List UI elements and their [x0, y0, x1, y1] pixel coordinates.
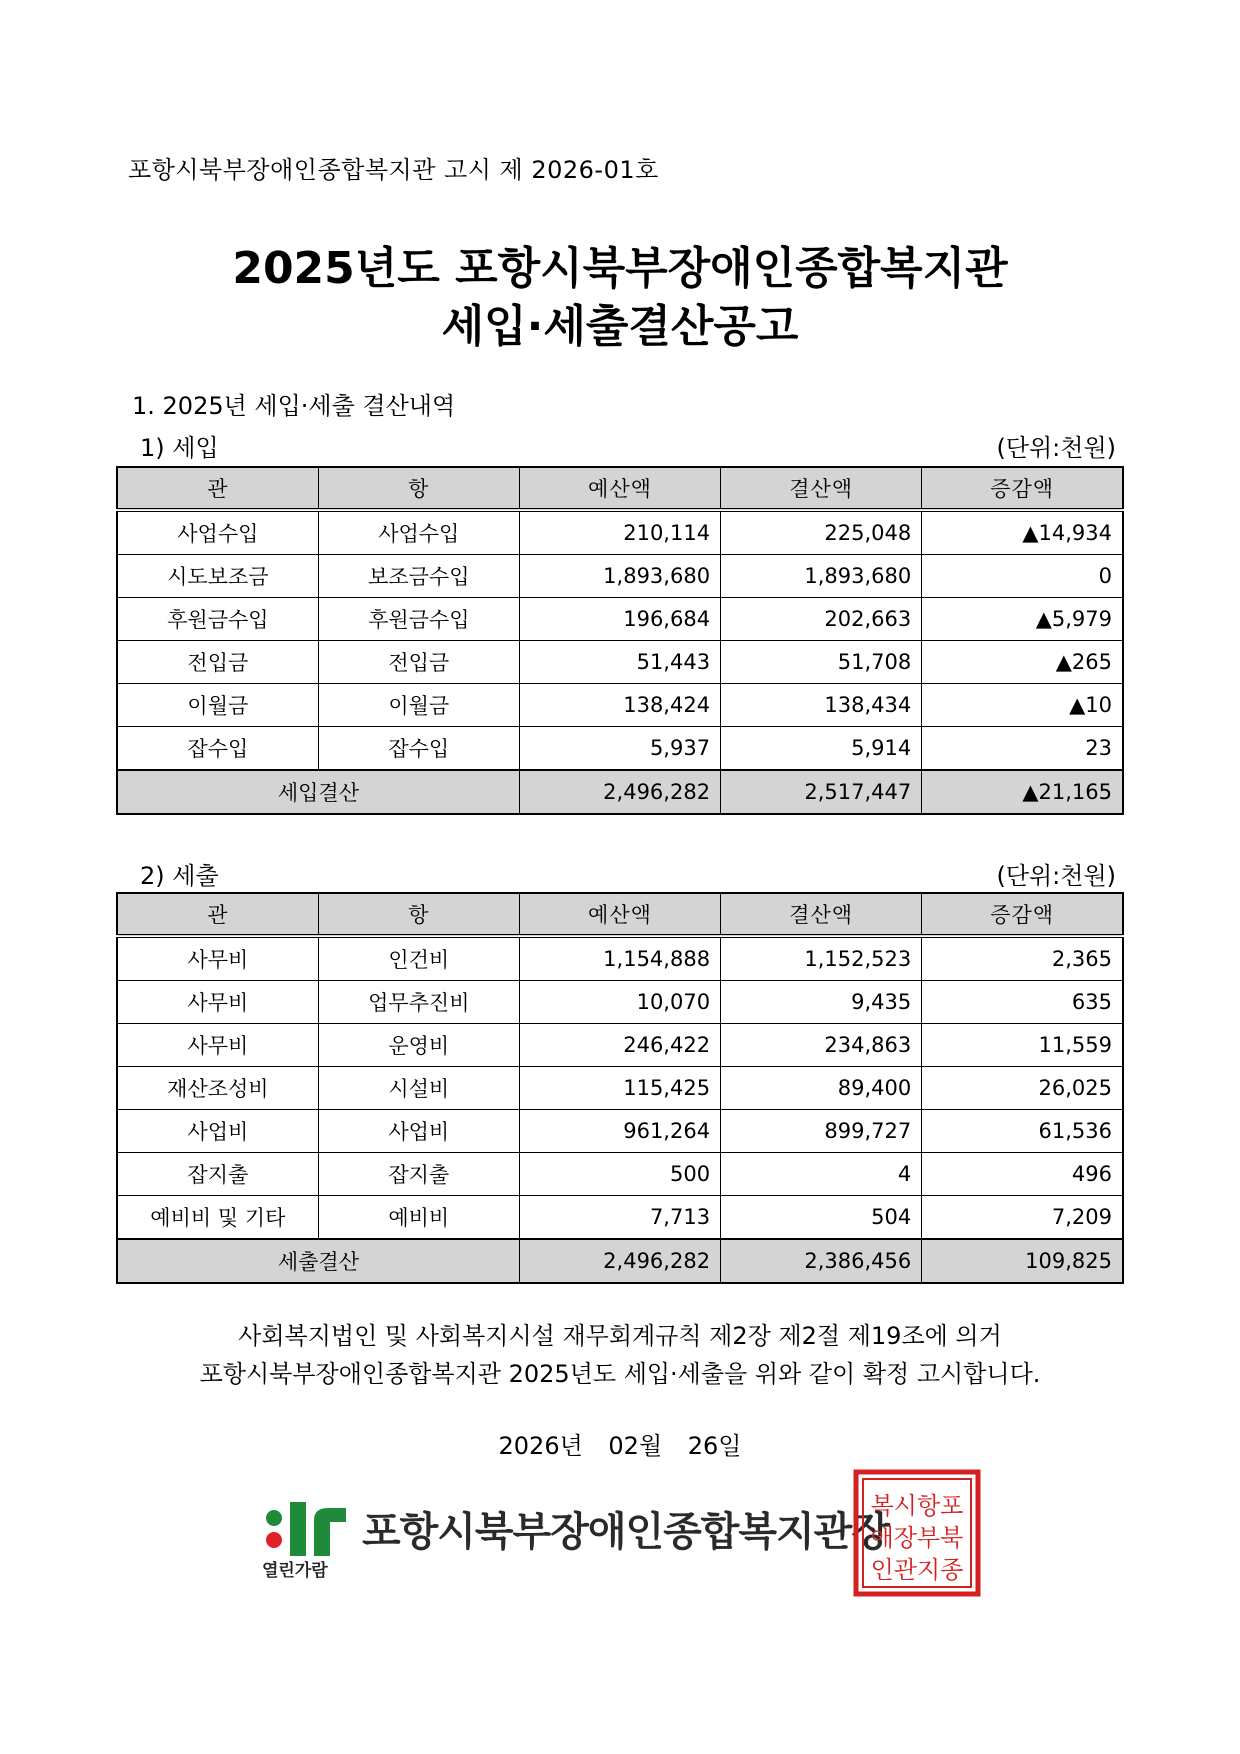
cell-hang: 시설비 [318, 1067, 519, 1110]
cell-difference: 11,559 [922, 1024, 1123, 1067]
total-settlement: 2,517,447 [721, 770, 922, 814]
cell-hang: 사업비 [318, 1110, 519, 1153]
cell-difference: 0 [922, 555, 1123, 598]
header-budget: 예산액 [519, 893, 720, 936]
cell-budget: 961,264 [519, 1110, 720, 1153]
header-gwan: 관 [117, 893, 318, 936]
legal-basis-line2: 포항시북부장애인종합복지관 2025년도 세입·세출을 위와 같이 확정 고시합니다. [199, 1360, 1041, 1388]
cell-difference: 2,365 [922, 936, 1123, 981]
cell-hang: 잡수입 [318, 727, 519, 771]
table-row [117, 1110, 1123, 1153]
total-difference: 109,825 [922, 1239, 1123, 1283]
cell-gwan: 재산조성비 [117, 1067, 318, 1110]
cell-gwan: 이월금 [117, 684, 318, 727]
cell-gwan: 시도보조금 [117, 555, 318, 598]
notice-number: 포항시북부장애인종합복지관 고시 제 2026-01호 [128, 156, 659, 184]
logo-subtext: 열린가람 [262, 1561, 328, 1581]
cell-hang: 이월금 [318, 684, 519, 727]
table-row [117, 727, 1123, 771]
table-row [117, 1067, 1123, 1110]
cell-gwan: 잡수입 [117, 727, 318, 771]
total-label: 세입결산 [117, 770, 519, 814]
cell-difference: 23 [922, 727, 1123, 771]
expense-total-row [117, 1239, 1123, 1283]
cell-gwan: 사업수입 [117, 510, 318, 555]
cell-gwan: 전입금 [117, 641, 318, 684]
cell-budget: 10,070 [519, 981, 720, 1024]
table-row [117, 598, 1123, 641]
cell-difference: ▲265 [922, 641, 1123, 684]
cell-settlement: 51,708 [721, 641, 922, 684]
cell-settlement: 4 [721, 1153, 922, 1196]
revenue-label: 1) 세입 [140, 434, 219, 462]
revenue-total-row [117, 770, 1123, 814]
page-title-line2: 세입·세출결산공고 [441, 301, 799, 352]
page-title-line1: 2025년도 포항시북부장애인종합복지관 [232, 243, 1008, 294]
cell-settlement: 202,663 [721, 598, 922, 641]
cell-difference: 635 [922, 981, 1123, 1024]
cell-settlement: 1,893,680 [721, 555, 922, 598]
header-gwan: 관 [117, 467, 318, 510]
cell-hang: 인건비 [318, 936, 519, 981]
cell-gwan: 사무비 [117, 1024, 318, 1067]
table-row [117, 1196, 1123, 1240]
table-row [117, 684, 1123, 727]
cell-budget: 1,893,680 [519, 555, 720, 598]
header-difference: 증감액 [922, 893, 1123, 936]
header-budget: 예산액 [519, 467, 720, 510]
total-settlement: 2,386,456 [721, 1239, 922, 1283]
cell-budget: 7,713 [519, 1196, 720, 1240]
official-seal-icon [852, 1468, 982, 1598]
cell-settlement: 1,152,523 [721, 936, 922, 981]
cell-hang: 예비비 [318, 1196, 519, 1240]
total-difference: ▲21,165 [922, 770, 1123, 814]
cell-budget: 210,114 [519, 510, 720, 555]
header-hang: 항 [318, 893, 519, 936]
cell-hang: 사업수입 [318, 510, 519, 555]
notice-date: 2026년 02월 26일 [498, 1432, 742, 1460]
cell-difference: 61,536 [922, 1110, 1123, 1153]
cell-difference: ▲10 [922, 684, 1123, 727]
cell-hang: 잡지출 [318, 1153, 519, 1196]
header-difference: 증감액 [922, 467, 1123, 510]
cell-difference: 496 [922, 1153, 1123, 1196]
legal-basis-line1: 사회복지법인 및 사회복지시설 재무회계규칙 제2장 제2절 제19조에 의거 [238, 1322, 1002, 1350]
cell-gwan: 예비비 및 기타 [117, 1196, 318, 1240]
cell-hang: 업무추진비 [318, 981, 519, 1024]
total-budget: 2,496,282 [519, 770, 720, 814]
cell-difference: 7,209 [922, 1196, 1123, 1240]
expense-header-row [117, 893, 1123, 936]
cell-budget: 500 [519, 1153, 720, 1196]
cell-settlement: 234,863 [721, 1024, 922, 1067]
cell-budget: 1,154,888 [519, 936, 720, 981]
cell-budget: 51,443 [519, 641, 720, 684]
revenue-header-row [117, 467, 1123, 510]
cell-difference: ▲14,934 [922, 510, 1123, 555]
total-label: 세출결산 [117, 1239, 519, 1283]
section-heading: 1. 2025년 세입·세출 결산내역 [132, 392, 456, 420]
table-row [117, 1024, 1123, 1067]
cell-settlement: 138,434 [721, 684, 922, 727]
organization-logo-icon [262, 1494, 352, 1564]
cell-gwan: 사업비 [117, 1110, 318, 1153]
cell-budget: 196,684 [519, 598, 720, 641]
cell-settlement: 9,435 [721, 981, 922, 1024]
cell-hang: 보조금수입 [318, 555, 519, 598]
cell-hang: 전입금 [318, 641, 519, 684]
table-row [117, 510, 1123, 555]
table-row [117, 1153, 1123, 1196]
cell-gwan: 사무비 [117, 936, 318, 981]
cell-gwan: 후원금수입 [117, 598, 318, 641]
total-budget: 2,496,282 [519, 1239, 720, 1283]
table-row [117, 555, 1123, 598]
cell-gwan: 사무비 [117, 981, 318, 1024]
expense-unit: (단위:천원) [996, 862, 1116, 890]
table-row [117, 641, 1123, 684]
cell-settlement: 225,048 [721, 510, 922, 555]
cell-settlement: 504 [721, 1196, 922, 1240]
cell-difference: 26,025 [922, 1067, 1123, 1110]
cell-budget: 246,422 [519, 1024, 720, 1067]
cell-settlement: 5,914 [721, 727, 922, 771]
table-row [117, 936, 1123, 981]
revenue-unit: (단위:천원) [996, 434, 1116, 462]
cell-gwan: 잡지출 [117, 1153, 318, 1196]
cell-budget: 138,424 [519, 684, 720, 727]
director-signature: 포항시북부장애인종합복지관장 [362, 1509, 889, 1555]
cell-budget: 5,937 [519, 727, 720, 771]
svg-text:애장부북: 애장부북 [870, 1524, 964, 1552]
table-row [117, 981, 1123, 1024]
cell-settlement: 899,727 [721, 1110, 922, 1153]
header-settlement: 결산액 [721, 467, 922, 510]
cell-budget: 115,425 [519, 1067, 720, 1110]
svg-text:복시항포: 복시항포 [870, 1492, 964, 1520]
cell-hang: 후원금수입 [318, 598, 519, 641]
cell-settlement: 89,400 [721, 1067, 922, 1110]
expense-label: 2) 세출 [140, 862, 219, 890]
expense-table [116, 892, 1124, 1284]
header-settlement: 결산액 [721, 893, 922, 936]
svg-text:인관지종: 인관지종 [870, 1556, 964, 1584]
header-hang: 항 [318, 467, 519, 510]
cell-hang: 운영비 [318, 1024, 519, 1067]
revenue-table [116, 466, 1124, 815]
cell-difference: ▲5,979 [922, 598, 1123, 641]
